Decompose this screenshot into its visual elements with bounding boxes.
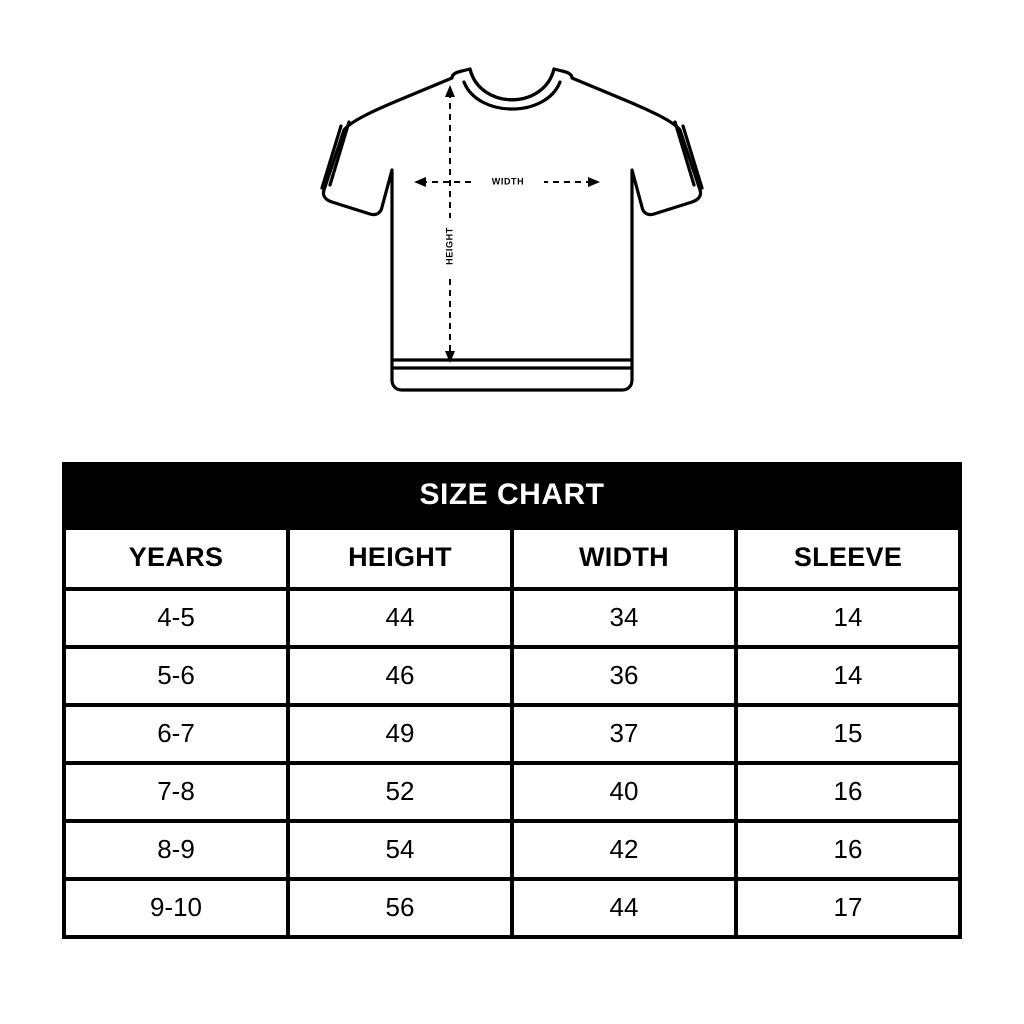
cell-height: 44: [288, 589, 512, 647]
cell-sleeve: 15: [736, 705, 960, 763]
column-header-sleeve: SLEEVE: [736, 528, 960, 589]
cell-width: 42: [512, 821, 736, 879]
cell-height: 46: [288, 647, 512, 705]
cell-width: 44: [512, 879, 736, 937]
cell-width: 40: [512, 763, 736, 821]
column-header-width: WIDTH: [512, 528, 736, 589]
cell-sleeve: 17: [736, 879, 960, 937]
cell-width: 37: [512, 705, 736, 763]
table-header-row: [64, 528, 960, 589]
cell-width: 34: [512, 589, 736, 647]
cell-height: 54: [288, 821, 512, 879]
cell-sleeve: 14: [736, 589, 960, 647]
cell-sleeve: 16: [736, 821, 960, 879]
cell-height: 49: [288, 705, 512, 763]
cell-sleeve: 14: [736, 647, 960, 705]
cell-sleeve: 16: [736, 763, 960, 821]
table-row: [64, 647, 960, 705]
cell-height: 56: [288, 879, 512, 937]
size-chart-table: [62, 462, 962, 939]
cell-years: 9-10: [64, 879, 288, 937]
cell-width: 36: [512, 647, 736, 705]
cell-years: 6-7: [64, 705, 288, 763]
column-header-height: HEIGHT: [288, 528, 512, 589]
tshirt-svg: [302, 60, 722, 420]
tshirt-illustration: [0, 60, 1024, 450]
cell-years: 7-8: [64, 763, 288, 821]
table-row: [64, 821, 960, 879]
cell-years: 8-9: [64, 821, 288, 879]
table-title-row: [64, 464, 960, 528]
shirt-outline: [322, 69, 702, 390]
table-row: [64, 589, 960, 647]
table-row: [64, 879, 960, 937]
cell-height: 52: [288, 763, 512, 821]
table-row: [64, 763, 960, 821]
column-header-years: YEARS: [64, 528, 288, 589]
width-label: WIDTH: [491, 176, 525, 187]
size-chart-section: [62, 462, 962, 939]
height-label: HEIGHT: [444, 227, 455, 265]
cell-years: 5-6: [64, 647, 288, 705]
table-row: [64, 705, 960, 763]
size-chart-title: SIZE CHART: [64, 464, 960, 528]
cell-years: 4-5: [64, 589, 288, 647]
